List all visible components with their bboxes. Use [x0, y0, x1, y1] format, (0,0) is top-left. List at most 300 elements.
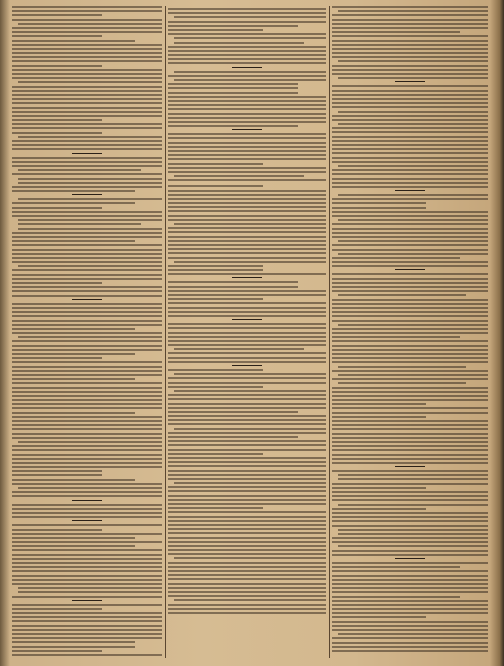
text-line [168, 608, 326, 610]
text-line [332, 458, 488, 460]
text-line [168, 449, 326, 451]
text-line [168, 591, 326, 593]
text-line [12, 483, 162, 485]
text-line [12, 90, 162, 92]
text-line [168, 478, 326, 480]
text-line [332, 387, 488, 389]
text-line [332, 495, 488, 497]
text-line [12, 127, 162, 129]
text-line [12, 370, 162, 372]
text-line [168, 244, 326, 246]
text-line [332, 215, 488, 217]
text-line [332, 290, 488, 292]
text-line [332, 6, 488, 8]
text-line [332, 587, 488, 589]
text-line [168, 46, 326, 48]
text-line [332, 320, 488, 322]
text-line [168, 323, 326, 325]
text-line [168, 344, 326, 346]
text-line [332, 357, 488, 359]
text-line [168, 394, 326, 396]
text-line [168, 202, 326, 204]
text-line [332, 73, 488, 75]
text-line [18, 182, 162, 184]
text-line [12, 353, 135, 355]
text-line [12, 290, 162, 292]
text-line [12, 637, 162, 639]
text-line [332, 391, 488, 393]
text-line [168, 179, 326, 181]
text-line [332, 420, 488, 422]
text-line [12, 416, 162, 418]
text-line [12, 357, 102, 359]
text-line [332, 56, 488, 58]
text-line [332, 412, 488, 414]
text-line [168, 537, 326, 539]
text-line [12, 479, 135, 481]
text-line [12, 173, 162, 175]
text-line [18, 23, 162, 25]
text-line [168, 486, 326, 488]
text-line [338, 474, 488, 476]
text-line [168, 265, 263, 267]
text-line [12, 73, 162, 75]
text-line [168, 432, 326, 434]
text-line [168, 137, 326, 139]
text-line [332, 311, 488, 313]
text-line [332, 454, 488, 456]
text-line [12, 361, 162, 363]
text-line [168, 553, 326, 555]
text-line [332, 629, 488, 631]
text-line [338, 504, 488, 506]
text-line [12, 454, 162, 456]
text-line [332, 35, 488, 37]
text-line [332, 646, 488, 648]
text-line [12, 282, 102, 284]
text-line [168, 206, 326, 208]
text-line [332, 340, 488, 342]
text-line [174, 37, 326, 39]
text-line [12, 69, 162, 71]
text-line [332, 575, 488, 577]
text-line [12, 269, 162, 271]
separator-dash [72, 500, 102, 501]
separator-dash [72, 194, 102, 195]
text-line [338, 194, 488, 196]
text-line [168, 171, 326, 173]
text-line [332, 207, 426, 209]
text-line [12, 19, 162, 21]
text-line [12, 633, 162, 635]
text-line [332, 520, 488, 522]
text-line [12, 462, 162, 464]
text-line [168, 465, 326, 467]
text-line [168, 587, 326, 589]
text-line [332, 48, 488, 50]
text-line [168, 12, 326, 14]
separator-dash [232, 365, 262, 366]
text-line [168, 516, 326, 518]
text-line [12, 612, 162, 614]
text-line [168, 411, 298, 413]
text-line [332, 604, 488, 606]
text-line [12, 332, 162, 334]
text-line [174, 599, 326, 601]
text-line [332, 307, 488, 309]
text-line [332, 570, 488, 572]
text-line [168, 595, 326, 597]
text-line [12, 77, 162, 79]
text-line [168, 377, 326, 379]
text-line [12, 374, 162, 376]
text-line [12, 44, 162, 46]
text-line [168, 198, 326, 200]
text-line [12, 516, 162, 518]
text-line [12, 620, 162, 622]
text-line [168, 210, 326, 212]
text-line [12, 412, 135, 414]
separator-dash [395, 269, 425, 270]
text-line [332, 642, 488, 644]
text-line [168, 75, 326, 77]
text-line [332, 94, 488, 96]
text-line [12, 215, 162, 217]
text-line [12, 207, 102, 209]
separator-dash [395, 558, 425, 559]
text-line [174, 42, 304, 44]
text-line [168, 499, 326, 501]
text-line [12, 545, 135, 547]
text-line [332, 119, 488, 121]
text-line [332, 152, 488, 154]
text-line [12, 249, 162, 251]
text-line [332, 303, 488, 305]
text-line [168, 54, 326, 56]
text-line [12, 40, 135, 42]
text-line [168, 361, 326, 363]
text-line [12, 504, 162, 506]
text-line [12, 115, 162, 117]
text-line [12, 403, 162, 405]
text-line [12, 328, 135, 330]
text-line [338, 633, 488, 635]
text-line [12, 244, 162, 246]
text-line [332, 102, 488, 104]
text-line [12, 428, 162, 430]
text-line [12, 307, 162, 309]
text-line [168, 503, 326, 505]
text-line [332, 433, 488, 435]
text-line [18, 223, 141, 225]
text-line [332, 370, 488, 372]
text-line [168, 403, 326, 405]
text-line [12, 311, 162, 313]
text-line [168, 562, 326, 564]
text-line [332, 550, 488, 552]
text-line [18, 487, 162, 489]
text-line [332, 249, 488, 251]
text-line [12, 340, 162, 342]
text-line [12, 382, 162, 384]
text-line [174, 428, 326, 430]
text-line [12, 533, 162, 535]
text-line [12, 144, 162, 146]
text-line [168, 340, 326, 342]
text-line [168, 315, 326, 317]
text-line [332, 499, 488, 501]
text-line [12, 378, 135, 380]
text-line [12, 541, 162, 543]
text-line [338, 240, 488, 242]
text-line [168, 444, 326, 446]
text-line [12, 94, 162, 96]
text-line [332, 173, 488, 175]
text-line [12, 474, 102, 476]
text-column-middle [168, 6, 326, 658]
text-line [12, 56, 162, 58]
text-line [338, 545, 488, 547]
text-line [338, 253, 488, 255]
text-line [168, 307, 326, 309]
text-line [332, 541, 488, 543]
text-line [332, 186, 488, 188]
text-line [12, 512, 162, 514]
text-line [332, 14, 488, 16]
separator-dash [72, 520, 102, 521]
text-line [12, 407, 162, 409]
text-line [332, 85, 488, 87]
text-line [12, 10, 162, 12]
text-line [168, 194, 326, 196]
text-line [332, 198, 488, 200]
text-line [332, 273, 488, 275]
text-line [168, 215, 326, 217]
text-line [332, 244, 488, 246]
text-line [332, 98, 488, 100]
text-line [332, 428, 488, 430]
text-line [168, 92, 298, 94]
text-line [168, 87, 298, 89]
text-line [168, 133, 326, 135]
text-line [168, 281, 298, 283]
text-line [168, 583, 326, 585]
text-line [168, 100, 326, 102]
text-line [12, 98, 162, 100]
text-line [332, 69, 488, 71]
text-line [12, 102, 162, 104]
text-line [338, 366, 466, 368]
text-line [332, 282, 488, 284]
text-line [168, 146, 326, 148]
text-line [12, 320, 162, 322]
text-line [168, 549, 326, 551]
text-line [332, 637, 488, 639]
separator-dash [395, 190, 425, 191]
text-line [12, 119, 102, 121]
text-line [12, 303, 162, 305]
text-line [168, 311, 326, 313]
text-line [332, 19, 488, 21]
text-line [168, 108, 326, 110]
text-line [168, 419, 326, 421]
text-line [12, 524, 162, 526]
text-line [168, 541, 326, 543]
text-line [168, 566, 326, 568]
text-line [332, 157, 488, 159]
text-line [12, 349, 162, 351]
text-line [168, 423, 326, 425]
text-line [12, 596, 162, 598]
text-line [12, 345, 162, 347]
text-line [338, 165, 488, 167]
text-line [168, 415, 326, 417]
column-rule [329, 6, 330, 658]
text-line [332, 554, 488, 556]
text-line [18, 336, 162, 338]
text-line [168, 154, 326, 156]
text-line [332, 462, 488, 464]
text-line [338, 382, 466, 384]
text-line [12, 48, 162, 50]
text-line [18, 265, 162, 267]
text-line [168, 8, 326, 10]
text-line [168, 369, 263, 371]
text-line [332, 487, 426, 489]
text-line [12, 449, 162, 451]
text-line [168, 62, 326, 64]
text-line [168, 407, 326, 409]
text-line [12, 646, 135, 648]
text-line [332, 265, 488, 267]
column-rule [165, 6, 166, 658]
text-line [332, 625, 488, 627]
text-line [168, 117, 326, 119]
text-line [332, 579, 488, 581]
text-line [332, 131, 488, 133]
text-line [168, 570, 326, 572]
text-line [12, 491, 162, 493]
text-line [168, 121, 326, 123]
text-line [332, 566, 460, 568]
text-line [168, 604, 326, 606]
text-line [332, 65, 488, 67]
text-line [12, 35, 102, 37]
text-line [168, 386, 263, 388]
text-line [12, 575, 162, 577]
text-line [332, 136, 488, 138]
text-line [332, 115, 488, 117]
text-line [168, 294, 326, 296]
text-line [174, 223, 326, 225]
text-line [12, 140, 162, 142]
text-line [12, 278, 162, 280]
text-line [174, 261, 326, 263]
text-line [12, 399, 162, 401]
text-line [332, 345, 488, 347]
text-column-left [12, 6, 162, 658]
text-line [12, 190, 135, 192]
text-line [168, 21, 326, 23]
text-line [12, 27, 162, 29]
text-line [12, 470, 102, 472]
text-line [332, 399, 488, 401]
text-line [168, 83, 298, 85]
text-line [174, 175, 304, 177]
text-line [12, 433, 162, 435]
text-line [18, 136, 162, 138]
text-line [168, 248, 326, 250]
text-line [332, 261, 488, 263]
text-line [332, 596, 460, 598]
text-line [168, 524, 326, 526]
text-line [332, 361, 488, 363]
text-line [168, 142, 326, 144]
text-line [168, 336, 326, 338]
separator-dash [232, 129, 262, 130]
text-line [338, 529, 488, 531]
text-line [338, 10, 488, 12]
text-line [18, 81, 162, 83]
text-line [12, 157, 162, 159]
text-line [332, 140, 488, 142]
text-line [332, 90, 488, 92]
text-line [332, 228, 488, 230]
text-line [332, 491, 488, 493]
text-line [332, 332, 488, 334]
text-line [332, 299, 488, 301]
text-line [332, 395, 488, 397]
text-line [12, 549, 162, 551]
text-line [12, 437, 162, 439]
text-line [12, 508, 162, 510]
separator-dash [72, 299, 102, 300]
text-line [12, 641, 135, 643]
text-line [12, 324, 162, 326]
text-line [12, 257, 162, 259]
text-line [168, 461, 326, 463]
text-line [332, 512, 488, 514]
text-line [168, 58, 326, 60]
text-line [12, 240, 135, 242]
text-line [174, 16, 326, 18]
text-line [168, 528, 326, 530]
text-line [338, 111, 488, 113]
text-line [332, 315, 488, 317]
text-line [168, 532, 326, 534]
text-line [168, 167, 326, 169]
text-line [168, 474, 326, 476]
text-line [332, 161, 488, 163]
text-line [168, 150, 326, 152]
text-line [168, 219, 326, 221]
text-line [12, 123, 162, 125]
text-line [332, 44, 488, 46]
text-line [332, 441, 488, 443]
separator-dash [232, 67, 262, 68]
text-line [338, 123, 488, 125]
text-line [338, 60, 488, 62]
text-line [12, 570, 162, 572]
text-line [332, 202, 426, 204]
text-line [168, 158, 326, 160]
text-line [174, 71, 326, 73]
text-line [332, 608, 488, 610]
text-line [168, 545, 326, 547]
text-line [12, 537, 135, 539]
text-line [18, 178, 162, 180]
text-line [12, 186, 162, 188]
